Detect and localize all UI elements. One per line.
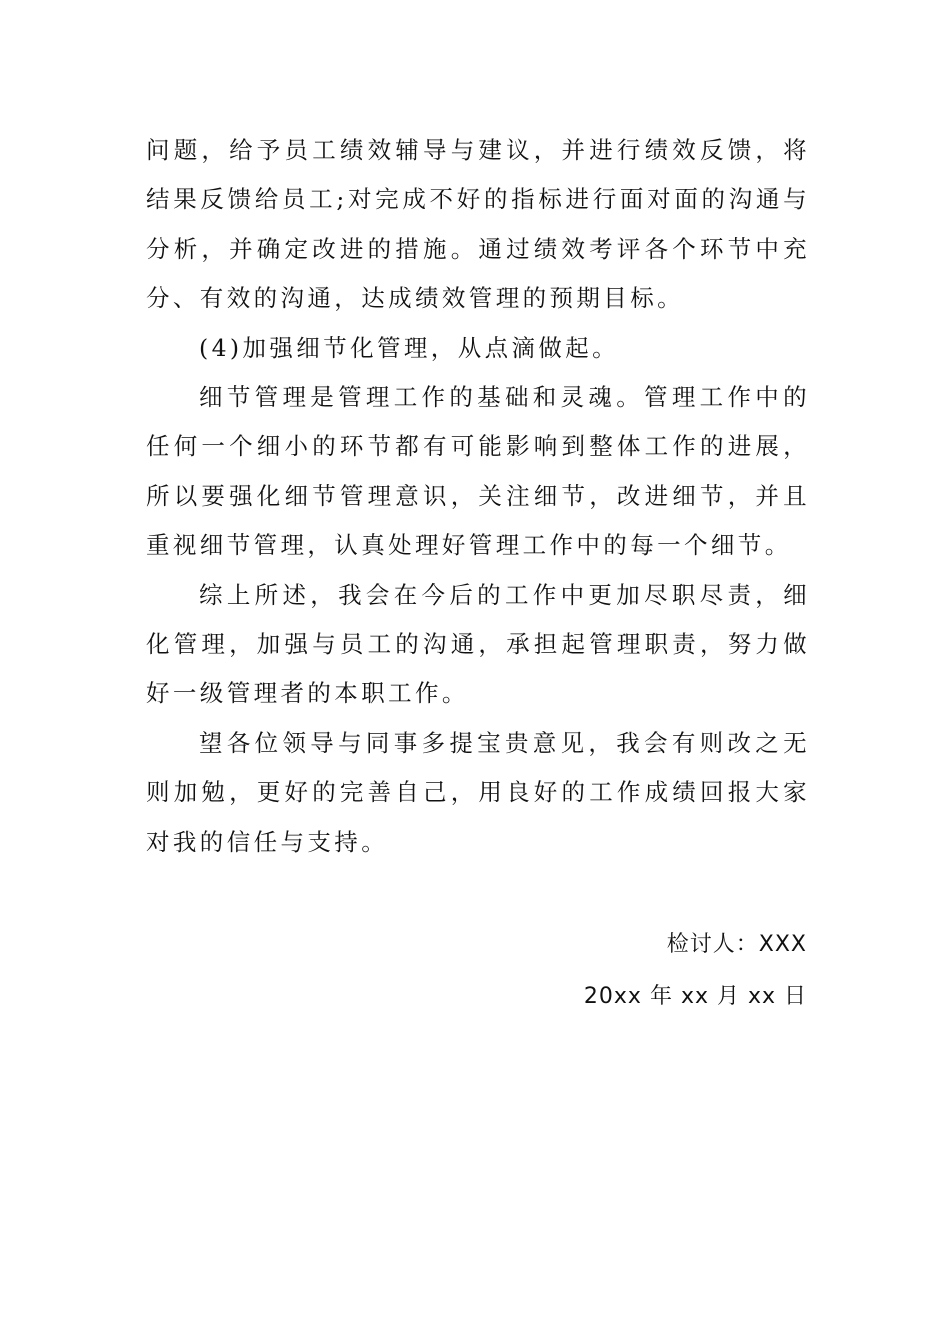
signature-date: 20xx 年 xx 月 xx 日 bbox=[583, 984, 807, 1009]
paragraph-continuation: 问题，给予员工绩效辅导与建议，并进行绩效反馈，将结果反馈给员工;对完成不好的指标进行面对面的沟通与分析，并确定改进的措施。通过绩效考评各个环节中充分、有效的沟通，达成绩效管理的预期目标。 bbox=[146, 136, 810, 313]
paragraph-detail-management: 细节管理是管理工作的基础和灵魂。管理工作中的任何一个细小的环节都有可能影响到整体工作的进展，所以要强化细节管理意识，关注细节，改进细节，并且重视细节管理，认真处理好管理工作中的每一个细节。 bbox=[146, 383, 810, 560]
paragraph-closing: 望各位领导与同事多提宝贵意见，我会有则改之无则加勉，更好的完善自己，用良好的工作成绩回报大家对我的信任与支持。 bbox=[146, 728, 810, 856]
signature-reviewer: 检讨人：XXX bbox=[666, 932, 807, 957]
paragraph-heading-4: (4)加强细节化管理，从点滴做起。 bbox=[199, 333, 620, 362]
paragraph-summary: 综上所述，我会在今后的工作中更加尽职尽责，细化管理，加强与员工的沟通，承担起管理职责，努力做好一级管理者的本职工作。 bbox=[146, 580, 810, 708]
document-body bbox=[146, 126, 810, 867]
